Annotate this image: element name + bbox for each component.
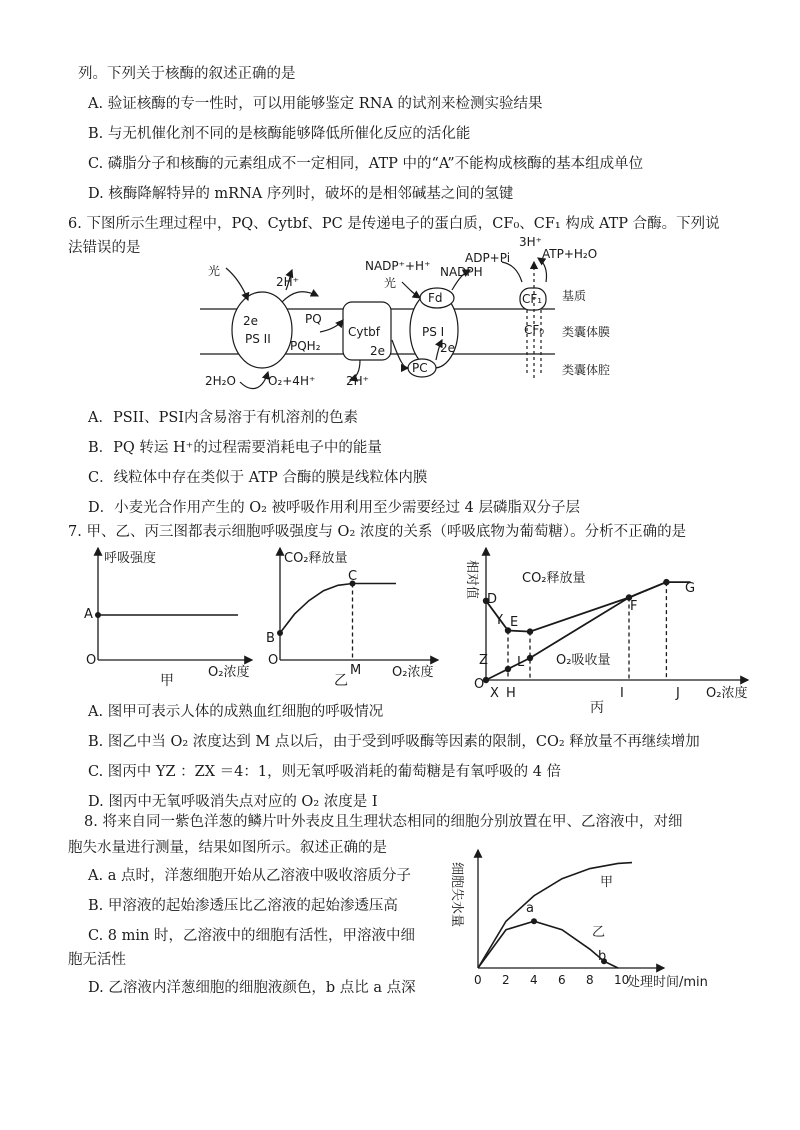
bing-tick-i: I xyxy=(620,686,624,701)
q5-option-a: A. 验证核酶的专一性时，可以用能够鉴定 RNA 的试剂来检测实验结果 xyxy=(88,96,543,112)
dia-water: 2H₂O xyxy=(205,374,236,388)
yi-series-line xyxy=(280,584,396,634)
dia-fd: Fd xyxy=(428,291,443,305)
jia-ylabel: 呼吸强度 xyxy=(104,551,157,566)
q6-option-a: A．PSII、PSI内含易溶于有机溶剂的色素 xyxy=(88,410,359,426)
dia-3h: 3H⁺ xyxy=(519,235,542,249)
q8-x-tick: 6 xyxy=(558,973,566,987)
bing-label-f: F xyxy=(630,599,638,614)
light-arrow-psii xyxy=(226,268,248,300)
q6-option-c: C．线粒体中存在类似于 ATP 合酶的膜是线粒体内膜 xyxy=(88,470,428,486)
q7-option-a: A. 图甲可表示人体的成熟血红细胞的呼吸情况 xyxy=(88,704,384,720)
light-arrow-psi xyxy=(402,282,420,298)
jia-point-a-label: A xyxy=(84,607,93,622)
jia-title: 甲 xyxy=(160,673,174,689)
dia-psi: PS I xyxy=(422,325,445,339)
q8-series-yi-label: 乙 xyxy=(592,925,606,940)
yi-point-b xyxy=(277,630,283,636)
chart-bing xyxy=(486,548,748,680)
dia-nadp: NADP⁺+H⁺ xyxy=(365,259,431,273)
dia-cf0: CF₀ xyxy=(524,323,545,337)
dia-e3: 2e xyxy=(440,341,456,355)
dia-pc: PC xyxy=(412,361,428,375)
dia-nadph: NADPH xyxy=(440,265,483,279)
q8-chart xyxy=(478,850,664,968)
dia-cytbf: Cytbf xyxy=(348,325,381,339)
bing-label-z: Z xyxy=(479,653,488,668)
dia-h-bottom: 2H⁺ xyxy=(346,374,369,388)
dia-pqh2: PQH₂ xyxy=(290,339,321,353)
bing-label-y: Y xyxy=(495,613,503,628)
bing-xlabel: O₂浓度 xyxy=(706,686,748,701)
dia-pq: PQ xyxy=(305,312,322,326)
q8-x-tick: 10 xyxy=(614,973,630,987)
q8-option-a: A. a 点时，洋葱细胞开始从乙溶液中吸收溶质分子 xyxy=(88,868,411,884)
jia-point-a xyxy=(95,612,101,618)
q6-stem: 6. 下图所示生理过程中，PQ、Cytbf、PC 是传递电子的蛋白质，CF₀、CF₁ 构成 ATP 合酶。下列说 xyxy=(68,216,720,232)
q5-option-b: B. 与无机催化剂不同的是核酶能够降低所催化反应的活化能 xyxy=(88,126,471,142)
bing-label-d: D xyxy=(487,592,498,607)
q8-annotation-a: a xyxy=(526,901,534,916)
q8-ylabel: 细胞失水量 xyxy=(449,862,464,928)
bing-ylabel: 相对值 xyxy=(464,560,479,600)
bing-point xyxy=(527,628,533,634)
q8-stem-cont: 胞失水量进行测量，结果如图所示。叙述正确的是 xyxy=(68,840,387,856)
yi-xlabel: O₂浓度 xyxy=(392,665,434,680)
q8-option-d: D. 乙溶液内洋葱细胞的细胞液颜色，b 点比 a 点深 xyxy=(88,980,416,996)
jia-xlabel: O₂浓度 xyxy=(208,665,250,680)
q8-series-jia-label: 甲 xyxy=(600,875,614,890)
q8-annotation-b: b xyxy=(598,949,607,964)
pqh2-arrow xyxy=(320,320,343,332)
q8-x-tick: 4 xyxy=(530,973,538,987)
dia-h-top: 2H⁺ xyxy=(276,275,299,289)
bing-series-co2: CO₂释放量 xyxy=(522,571,586,586)
yi-point-b-label: B xyxy=(266,631,275,646)
q7-option-b: B. 图乙中当 O₂ 浓度达到 M 点以后，由于受到呼吸酶等因素的限制，CO₂ 释放量不再继续增加 xyxy=(88,734,700,750)
dia-e2: 2e xyxy=(370,344,386,358)
bing-tick-h: H xyxy=(506,686,516,701)
q8-stem: 8. 将来自同一紫色洋葱的鳞片叶外表皮且生理状态相同的细胞分别放置在甲、乙溶液中，对细 xyxy=(84,814,683,830)
dia-o2: O₂+4H⁺ xyxy=(268,374,316,388)
bing-title: 丙 xyxy=(590,700,604,716)
yi-title: 乙 xyxy=(334,673,348,689)
bing-point xyxy=(527,655,533,661)
dia-atp: ATP+H₂O xyxy=(542,247,598,261)
pq-arrow xyxy=(282,292,318,302)
bing-label-e: E xyxy=(510,615,519,630)
q8-option-b: B. 甲溶液的起始渗透压比乙溶液的起始渗透压高 xyxy=(88,898,398,914)
q7-option-d: D. 图丙中无氧呼吸消失点对应的 O₂ 浓度是 I xyxy=(88,794,378,810)
q8-x-tick: 2 xyxy=(502,973,510,987)
q6-option-d: D．小麦光合作用产生的 O₂ 被呼吸作用利用至少需要经过 4 层磷脂双分子层 xyxy=(88,500,580,516)
q8-xlabel: 处理时间/min xyxy=(627,975,708,990)
q7-option-c: C. 图丙中 YZ ：ZX ＝4：1，则无氧呼吸消耗的葡萄糖是有氧呼吸的 4 倍 xyxy=(88,764,562,780)
bing-label-l: L xyxy=(517,655,525,670)
q5-stem: 列。下列关于核酶的叙述正确的是 xyxy=(78,66,296,82)
q6-stem-cont: 法错误的是 xyxy=(68,240,141,256)
q8-x-tick: 0 xyxy=(474,973,482,987)
q8-option-c-cont: 胞无活性 xyxy=(68,952,126,968)
q7-stem: 7. 甲、乙、丙三图都表示细胞呼吸强度与 O₂ 浓度的关系（呼吸底物为葡萄糖）。分析不正确的是 xyxy=(68,524,687,540)
dia-light2: 光 xyxy=(384,276,397,290)
bing-label-g: G xyxy=(685,581,696,596)
q5-option-c: C. 磷脂分子和核酶的元素组成不一定相同，ATP 中的“A”不能构成核酶的基本组成单位 xyxy=(88,156,644,172)
jia-origin: O xyxy=(86,653,97,668)
yi-point-m-label: M xyxy=(350,663,362,678)
yi-point-c-label: C xyxy=(348,569,358,584)
psii-complex xyxy=(232,292,292,368)
dia-cf1: CF₁ xyxy=(522,292,543,306)
dia-adp: ADP+Pi xyxy=(465,251,511,265)
dia-membrane: 类囊体膜 xyxy=(562,325,611,339)
bing-point xyxy=(505,666,511,672)
q8-x-tick: 8 xyxy=(586,973,594,987)
dia-light: 光 xyxy=(208,264,221,278)
water-split-arrow xyxy=(240,372,268,389)
q8-option-c: C. 8 min 时，乙溶液中的细胞有活性，甲溶液中细 xyxy=(88,928,415,944)
q8-x-ticks xyxy=(474,973,629,987)
yi-origin: O xyxy=(268,653,279,668)
dia-e1: 2e xyxy=(243,314,259,328)
q8-point-a xyxy=(531,918,537,924)
bing-point xyxy=(663,579,669,585)
q6-option-b: B．PQ 转运 H⁺的过程需要消耗电子中的能量 xyxy=(88,440,382,456)
dia-psii: PS II xyxy=(245,332,271,346)
dia-lumen: 类囊体腔 xyxy=(562,363,611,377)
bing-tick-x: X xyxy=(490,686,499,701)
q5-option-d: D. 核酶降解特异的 mRNA 序列时，破坏的是相邻碱基之间的氢键 xyxy=(88,186,514,202)
bing-tick-j: J xyxy=(676,686,680,701)
bing-series-o2: O₂吸收量 xyxy=(556,653,611,668)
dia-stroma: 基质 xyxy=(562,289,587,303)
adp-arrow xyxy=(502,262,522,282)
yi-ylabel: CO₂释放量 xyxy=(284,551,348,566)
atp-arrow xyxy=(538,258,547,282)
bing-origin: O xyxy=(474,677,485,692)
